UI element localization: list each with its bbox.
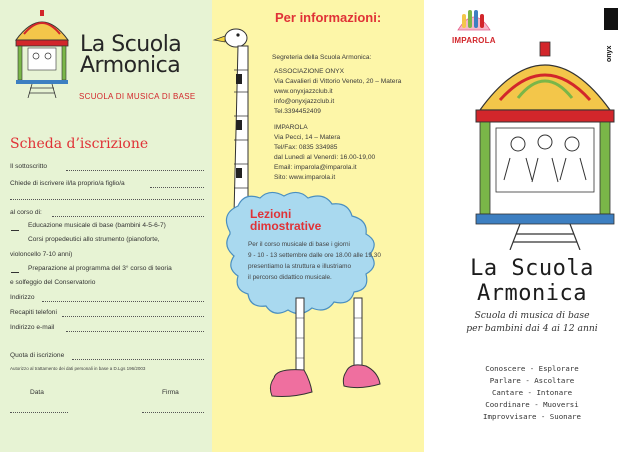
lezioni-line-1: Per il corso musicale di base i giorni	[248, 241, 350, 248]
onyx-logo-mark	[604, 8, 618, 30]
info-onyx-address: Via Cavalieri di Vittorio Veneto, 20 – Matera	[274, 78, 402, 85]
registration-panel	[0, 0, 212, 452]
field-email-line[interactable]	[66, 331, 204, 332]
verb-line-2: Parlare - Ascoltare	[489, 376, 575, 385]
info-imparola-hours: dal Lunedì al Venerdì: 16.00-19,00	[274, 154, 376, 161]
imparola-logo-text: IMPAROLA	[452, 36, 496, 45]
info-title: Per informazioni:	[275, 10, 382, 25]
checkbox-preparazione[interactable]	[11, 272, 19, 273]
cover-panel	[424, 0, 640, 452]
info-segreteria: Segreteria della Scuola Armonica:	[272, 54, 372, 61]
cover-title-line-2: Armonica	[477, 281, 587, 306]
brand-title: La Scuola Armonica	[80, 32, 182, 78]
field-telefoni-line[interactable]	[62, 316, 204, 317]
field-email-label: Indirizzo e-mail	[10, 324, 55, 331]
verb-line-5: Improvvisare - Suonare	[483, 412, 581, 421]
signature-label: Firma	[162, 389, 179, 396]
verb-line-4: Coordinare - Muoversi	[485, 400, 579, 409]
info-onyx-name: ASSOCIAZIONE ONYX	[274, 68, 344, 75]
brand-subtitle: SCUOLA DI MUSICA DI BASE	[79, 92, 196, 101]
lezioni-title: Lezioni dimostrative	[250, 207, 322, 233]
date-label: Data	[30, 389, 44, 396]
field-sottoscritto-line[interactable]	[66, 170, 204, 171]
field-indirizzo-label: Indirizzo	[10, 294, 35, 301]
info-onyx-website[interactable]: www.onyxjazzclub.it	[274, 88, 333, 95]
signature-line[interactable]	[142, 412, 204, 413]
verb-line-3: Cantare - Intonare	[491, 388, 573, 397]
checkbox-educazione[interactable]	[11, 230, 19, 231]
cover-subtitle-2: per bambini dai 4 ai 12 anni	[466, 323, 598, 334]
info-onyx-email[interactable]: info@onyxjazzclub.it	[274, 98, 335, 105]
field-chiede-label: Chiede di iscrivere il/la proprio/a figlio/a	[10, 180, 125, 187]
lezioni-line-2: 9 - 10 - 13 settembre dalle ore 18.00 alle 19.30	[248, 252, 381, 259]
field-quota-label: Quota di iscrizione	[10, 352, 65, 359]
option-preparazione-cont: e solfeggio del Conservatorio	[10, 279, 96, 286]
option-propedeutici-cont: violoncello 7-10 anni)	[10, 251, 73, 258]
field-chiede-line-2[interactable]	[10, 199, 204, 200]
field-telefoni-label: Recapiti telefoni	[10, 309, 57, 316]
lezioni-line-4: il percorso didattico musicale.	[248, 274, 332, 281]
onyx-logo-text: onyx	[606, 45, 613, 62]
info-imparola-name: IMPAROLA	[274, 124, 308, 131]
privacy-note: Autorizzo al trattamento dei dati personali in base a D.Lgs 196/2003	[10, 366, 146, 371]
imparola-logo-icon	[454, 6, 494, 38]
gazebo-logo-illustration	[10, 8, 74, 98]
info-imparola-email[interactable]: Email: imparola@imparola.it	[274, 164, 357, 171]
info-panel	[212, 0, 424, 452]
option-preparazione: Preparazione al programma del 3° corso di teoria	[28, 265, 172, 272]
option-educazione: Educazione musicale di base (bambini 4-5-6-7)	[28, 222, 166, 229]
field-sottoscritto-label: Il sottoscritto	[10, 163, 48, 170]
lezioni-line-3: presentiamo la struttura e illustriamo	[248, 263, 352, 270]
info-onyx-phone: Tel.3394452409	[274, 108, 321, 115]
field-chiede-line[interactable]	[150, 187, 204, 188]
field-indirizzo-line[interactable]	[42, 301, 204, 302]
field-quota-line[interactable]	[72, 359, 204, 360]
field-corso-label: al corso di:	[10, 209, 42, 216]
gazebo-illustration	[470, 40, 620, 250]
field-corso-line[interactable]	[52, 216, 204, 217]
cover-subtitle-1: Scuola di musica di base	[474, 310, 590, 321]
verb-line-1: Conoscere - Esplorare	[485, 364, 579, 373]
info-imparola-address: Via Pecci, 14 – Matera	[274, 134, 341, 141]
date-line[interactable]	[10, 412, 68, 413]
option-propedeutici: Corsi propedeutici allo strumento (pianoforte,	[28, 236, 160, 243]
info-imparola-phone: Tel/Fax: 0835 334985	[274, 144, 338, 151]
cover-title-line-1: La Scuola	[470, 256, 594, 281]
info-imparola-website[interactable]: Sito: www.imparola.it	[274, 174, 336, 181]
form-title: Scheda d’iscrizione	[10, 136, 149, 152]
